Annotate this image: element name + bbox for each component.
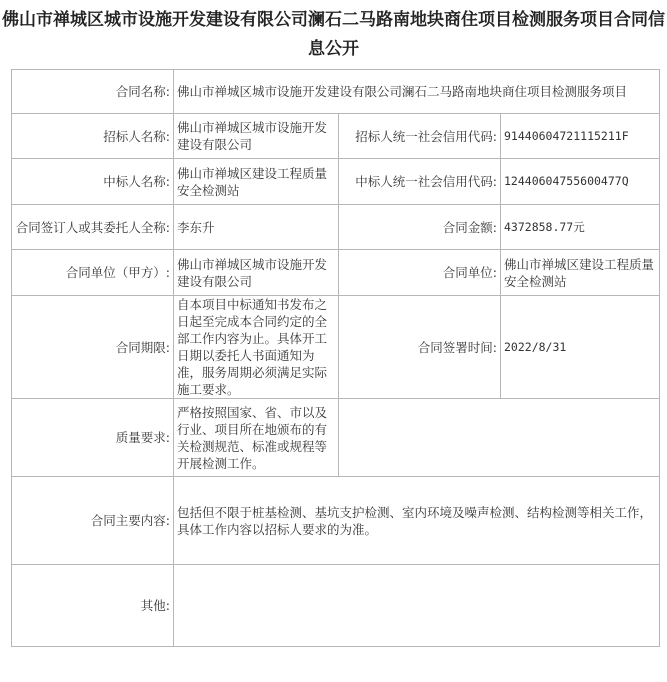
tenderer-code-value: 91440604721115211F [501, 114, 660, 159]
content-value: 包括但不限于桩基检测、基坑支护检测、室内环境及噪声检测、结构检测等相关工作，具体工作内容以招标人要求的为准。 [174, 477, 660, 565]
row-winner [12, 159, 660, 205]
sign-date-label: 合同签署时间: [339, 296, 501, 399]
contract-info-table [11, 69, 660, 647]
row-other [12, 565, 660, 647]
content-label: 合同主要内容: [12, 477, 174, 565]
sign-date-value: 2022/8/31 [501, 296, 660, 399]
row-contract-name [12, 70, 660, 114]
amount-value: 4372858.77元 [501, 205, 660, 250]
row-tenderer [12, 114, 660, 159]
row-quality [12, 399, 660, 477]
signer-label: 合同签订人或其委托人全称: [12, 205, 174, 250]
winner-value: 佛山市禅城区建设工程质量安全检测站 [174, 159, 339, 205]
party-a-label: 合同单位（甲方）: [12, 250, 174, 296]
tenderer-code-label: 招标人统一社会信用代码: [339, 114, 501, 159]
signer-value: 李东升 [174, 205, 339, 250]
row-period [12, 296, 660, 399]
winner-code-value: 12440604755600477Q [501, 159, 660, 205]
quality-blank [339, 399, 660, 477]
amount-label: 合同金额: [339, 205, 501, 250]
contract-unit-label: 合同单位: [339, 250, 501, 296]
winner-code-label: 中标人统一社会信用代码: [339, 159, 501, 205]
period-value: 自本项目中标通知书发布之日起至完成本合同约定的全部工作内容为止。具体开工日期以委托人书面通知为准，服务周期必须满足实际施工要求。 [174, 296, 339, 399]
party-a-value: 佛山市禅城区城市设施开发建设有限公司 [174, 250, 339, 296]
page-title: 佛山市禅城区城市设施开发建设有限公司澜石二马路南地块商住项目检测服务项目合同信息公开 [2, 10, 665, 59]
quality-label: 质量要求: [12, 399, 174, 477]
winner-label: 中标人名称: [12, 159, 174, 205]
tenderer-value: 佛山市禅城区城市设施开发建设有限公司 [174, 114, 339, 159]
other-label: 其他: [12, 565, 174, 647]
other-value [174, 565, 660, 647]
quality-value: 严格按照国家、省、市以及行业、项目所在地颁布的有关检测规范、标准或规程等开展检测工作。 [174, 399, 339, 477]
row-signer [12, 205, 660, 250]
row-party-a [12, 250, 660, 296]
tenderer-label: 招标人名称: [12, 114, 174, 159]
row-content [12, 477, 660, 565]
contract-unit-value: 佛山市禅城区建设工程质量安全检测站 [501, 250, 660, 296]
period-label: 合同期限: [12, 296, 174, 399]
contract-name-label: 合同名称: [12, 70, 174, 114]
contract-name-value: 佛山市禅城区城市设施开发建设有限公司澜石二马路南地块商住项目检测服务项目 [174, 70, 660, 114]
